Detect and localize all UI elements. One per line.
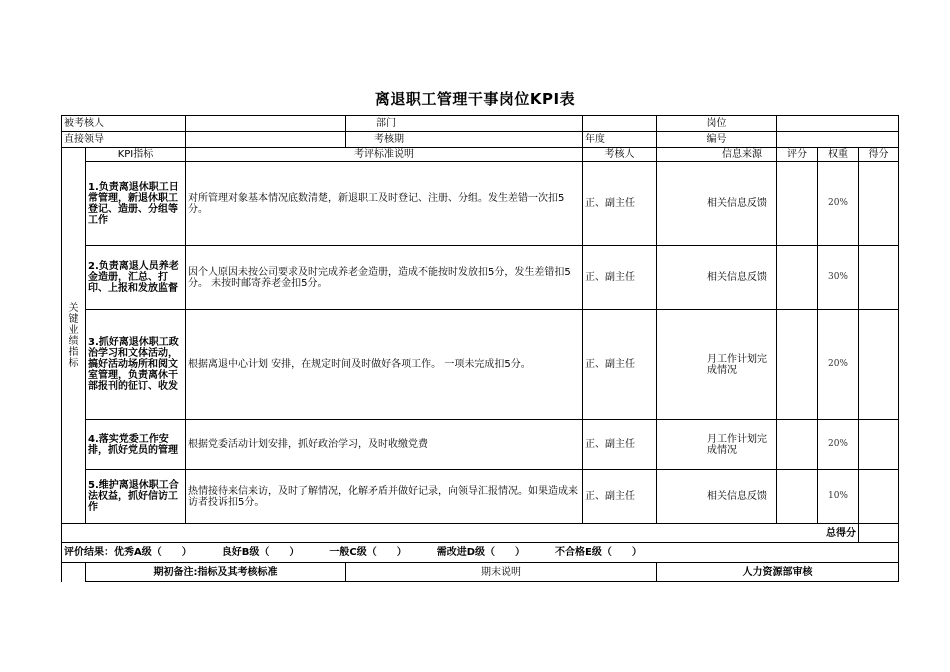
leader-value[interactable] — [186, 132, 346, 148]
assessee-label: 被考核人 — [62, 116, 186, 132]
evaluation-result — [62, 543, 899, 563]
criteria-cell: 对所管理对象基本情况底数清楚，新退职工及时登记、注册、分组。发生差错一次扣5分。 — [186, 162, 583, 246]
col-score: 评分 — [777, 148, 818, 162]
position-label: 岗位 — [657, 116, 777, 132]
score-cell[interactable] — [777, 310, 818, 420]
score-cell[interactable] — [777, 470, 818, 524]
points-cell[interactable] — [859, 310, 899, 420]
col-criteria: 考评标准说明 — [186, 148, 583, 162]
source-cell: 月工作计划完成情况 — [657, 420, 777, 470]
grade-e[interactable]: 不合格E级（ ） — [555, 547, 642, 558]
page-title: 离退职工管理干事岗位KPI表 — [374, 90, 576, 108]
col-assessor: 考核人 — [583, 148, 657, 162]
assessee-value[interactable] — [186, 116, 346, 132]
kpi-cell: 2.负责离退人员养老金造册，汇总、打印、上报和发放监督 — [86, 246, 186, 310]
department-label: 部门 — [346, 116, 583, 132]
table-row — [62, 470, 899, 524]
total-label: 总得分 — [62, 524, 859, 543]
points-cell[interactable] — [859, 420, 899, 470]
weight-cell: 20% — [818, 310, 859, 420]
kpi-cell: 5.维护离退休职工合法权益，抓好信访工作 — [86, 470, 186, 524]
category-cell — [62, 148, 86, 524]
weight-cell: 20% — [818, 162, 859, 246]
table-row — [62, 246, 899, 310]
assessor-cell: 正、副主任 — [583, 162, 657, 246]
points-cell[interactable] — [859, 162, 899, 246]
col-weight: 权重 — [818, 148, 859, 162]
criteria-cell: 根据离退中心计划 安排，在规定时间及时做好各项工作。 一项未完成扣5分。 — [186, 310, 583, 420]
leader-label: 直接领导 — [62, 132, 186, 148]
footer-spacer — [62, 563, 86, 582]
footer-initial: 期初备注:指标及其考核标准 — [86, 563, 346, 582]
department-value[interactable] — [583, 116, 657, 132]
total-value[interactable] — [859, 524, 899, 543]
col-points: 得分 — [859, 148, 899, 162]
criteria-cell: 根据党委活动计划安排，抓好政治学习，及时收缴党费 — [186, 420, 583, 470]
points-cell[interactable] — [859, 246, 899, 310]
score-cell[interactable] — [777, 246, 818, 310]
grade-b[interactable]: 良好B级（ ） — [221, 547, 300, 558]
table-row — [62, 420, 899, 470]
category-label: 关键业绩指标 — [68, 302, 79, 369]
number-value[interactable] — [777, 132, 899, 148]
number-label: 编号 — [657, 132, 777, 148]
footer-hr: 人力资源部审核 — [657, 563, 899, 582]
score-cell[interactable] — [777, 420, 818, 470]
assessor-cell: 正、副主任 — [583, 246, 657, 310]
weight-cell: 20% — [818, 420, 859, 470]
kpi-table — [61, 115, 899, 582]
position-value[interactable] — [777, 116, 899, 132]
kpi-cell: 4.落实党委工作安排，抓好党员的管理 — [86, 420, 186, 470]
criteria-cell: 因个人原因未按公司要求及时完成养老金造册，造成不能按时发放扣5分，发生差错扣5分。 未按时邮寄养老金扣5分。 — [186, 246, 583, 310]
source-cell: 相关信息反馈 — [657, 246, 777, 310]
table-row — [62, 310, 899, 420]
assessor-cell: 正、副主任 — [583, 310, 657, 420]
assessor-cell: 正、副主任 — [583, 420, 657, 470]
col-kpi: KPI指标 — [86, 148, 186, 162]
source-cell: 月工作计划完成情况 — [657, 310, 777, 420]
score-cell[interactable] — [777, 162, 818, 246]
kpi-cell: 1.负责离退休职工日常管理，新退休职工登记、造册、分组等工作 — [86, 162, 186, 246]
grade-c[interactable]: 一般C级（ ） — [329, 547, 407, 558]
source-cell: 相关信息反馈 — [657, 162, 777, 246]
source-cell: 相关信息反馈 — [657, 470, 777, 524]
points-cell[interactable] — [859, 470, 899, 524]
grade-a[interactable]: 优秀A级（ ） — [114, 547, 192, 558]
period-label: 考核期 — [346, 132, 583, 148]
criteria-cell: 热情接待来信来访，及时了解情况，化解矛盾并做好记录，向领导汇报情况。如果造成来访者投诉扣5分。 — [186, 470, 583, 524]
col-source: 信息来源 — [657, 148, 777, 162]
year-label: 年度 — [583, 132, 657, 148]
table-row — [62, 162, 899, 246]
kpi-cell: 3.抓好离退休职工政治学习和文体活动，搞好活动场所和阅文室管理，负责离休干部报刊的征订、收发 — [86, 310, 186, 420]
weight-cell: 10% — [818, 470, 859, 524]
grade-d[interactable]: 需改进D级（ ） — [436, 547, 526, 558]
assessor-cell: 正、副主任 — [583, 470, 657, 524]
result-label: 评价结果： — [64, 547, 114, 558]
footer-final: 期末说明 — [346, 563, 657, 582]
weight-cell: 30% — [818, 246, 859, 310]
